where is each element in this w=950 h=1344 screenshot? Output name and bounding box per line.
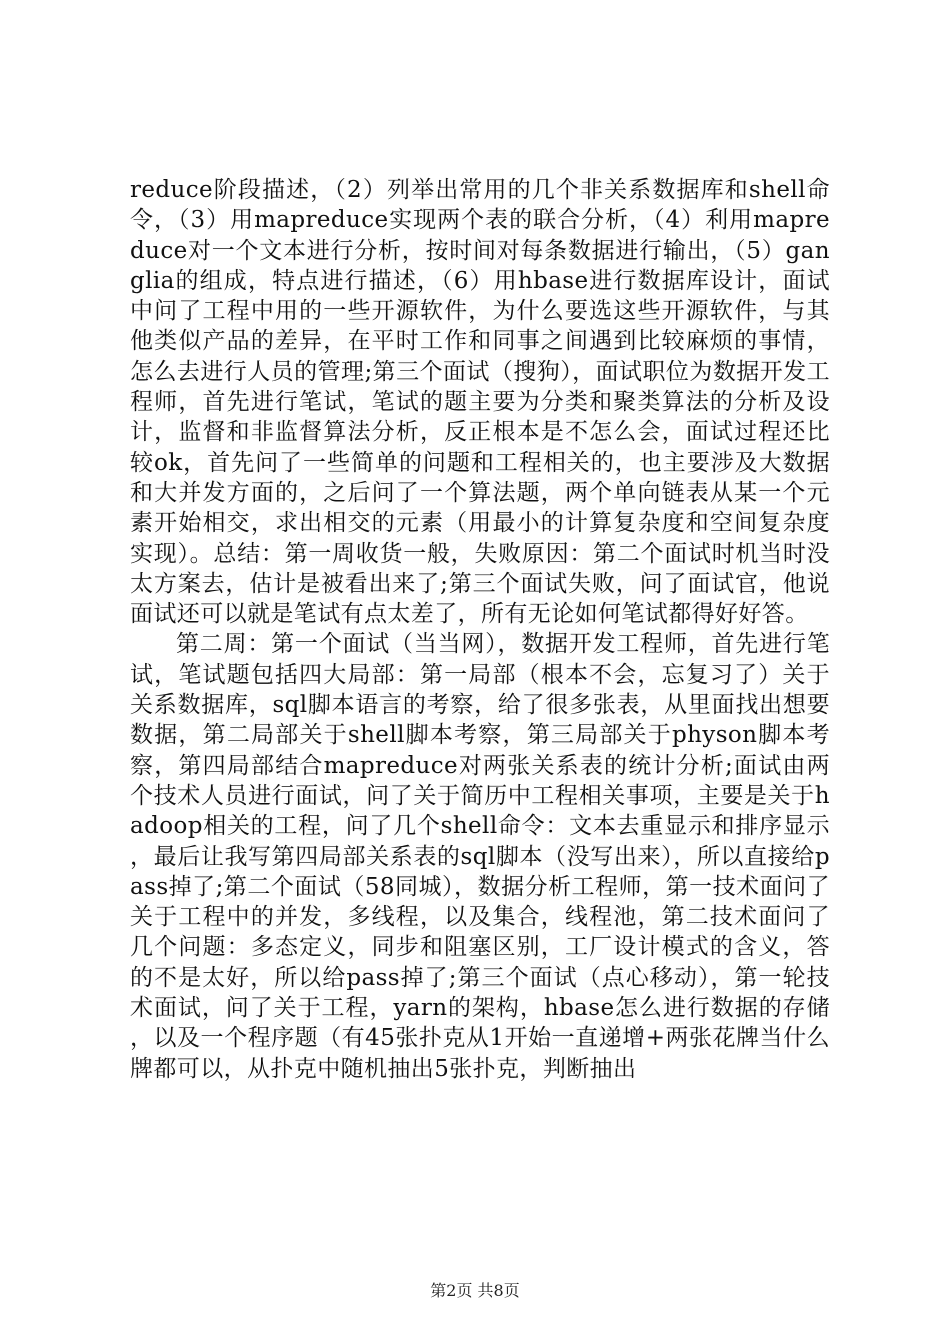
page-footer — [0, 1281, 950, 1301]
document-body — [130, 175, 830, 1084]
paragraph-1: reduce阶段描述，（2）列举出常用的几个非关系数据库和shell命令，（3）用mapreduce实现两个表的联合分析，（4）利用mapreduce对一个文本进行分析，按时间对每条数据进行输出，（5）ganglia的组成，特点进行描述，（6）用hbase进行数据库设计，面试中问了工程中用的一些开源软件，为什么要选这些开源软件，与其他类似产品的差异，在平时工作和同事之间遇到比较麻烦的事情，怎么去进行人员的管理;第三个面试（搜狗），面试职位为数据开发工程师，首先进行笔试，笔试的题主要为分类和聚类算法的分析及设计，监督和非监督算法分析，反正根本是不怎么会，面试过程还比较ok，首先问了一些简单的问题和工程相关的，也主要涉及大数据和大并发方面的，之后问了一个算法题，两个单向链表从某一个元素开始相交，求出相交的元素（用最小的计算复杂度和空间复杂度实现）。总结：第一周收货一般，失败原因：第二个面试时机当时没太方案去，估计是被看出来了;第三个面试失败，问了面试官，他说面试还可以就是笔试有点太差了，所有无论如何笔试都得好好答。 — [130, 177, 830, 628]
paragraph-2: 第二周：第一个面试（当当网），数据开发工程师，首先进行笔试，笔试题包括四大局部：第一局部（根本不会，忘复习了）关于关系数据库，sql脚本语言的考察，给了很多张表，从里面找出想要数据，第二局部关于shell脚本考察，第三局部关于physon脚本考察，第四局部结合mapreduce对两张关系表的统计分析;面试由两个技术人员进行面试，问了关于简历中工程相关事项，主要是关于hadoop相关的工程，问了几个shell命令：文本去重显示和排序显示，最后让我写第四局部关系表的sql脚本（没写出来），所以直接给pass掉了;第二个面试（58同城），数据分析工程师，第一技术面问了关于工程中的并发，多线程，以及集合，线程池，第二技术面问了几个问题：多态定义，同步和阻塞区别，工厂设计模式的含义，答的不是太好，所以给pass掉了;第三个面试（点心移动），第一轮技术面试，问了关于工程，yarn的架构，hbase怎么进行数据的存储，以及一个程序题（有45张扑克从1开始一直递增+两张花牌当什么牌都可以，从扑克中随机抽出5张扑克，判断抽出 — [130, 631, 830, 1082]
page-number: 第2页 共8页 — [430, 1281, 520, 1300]
